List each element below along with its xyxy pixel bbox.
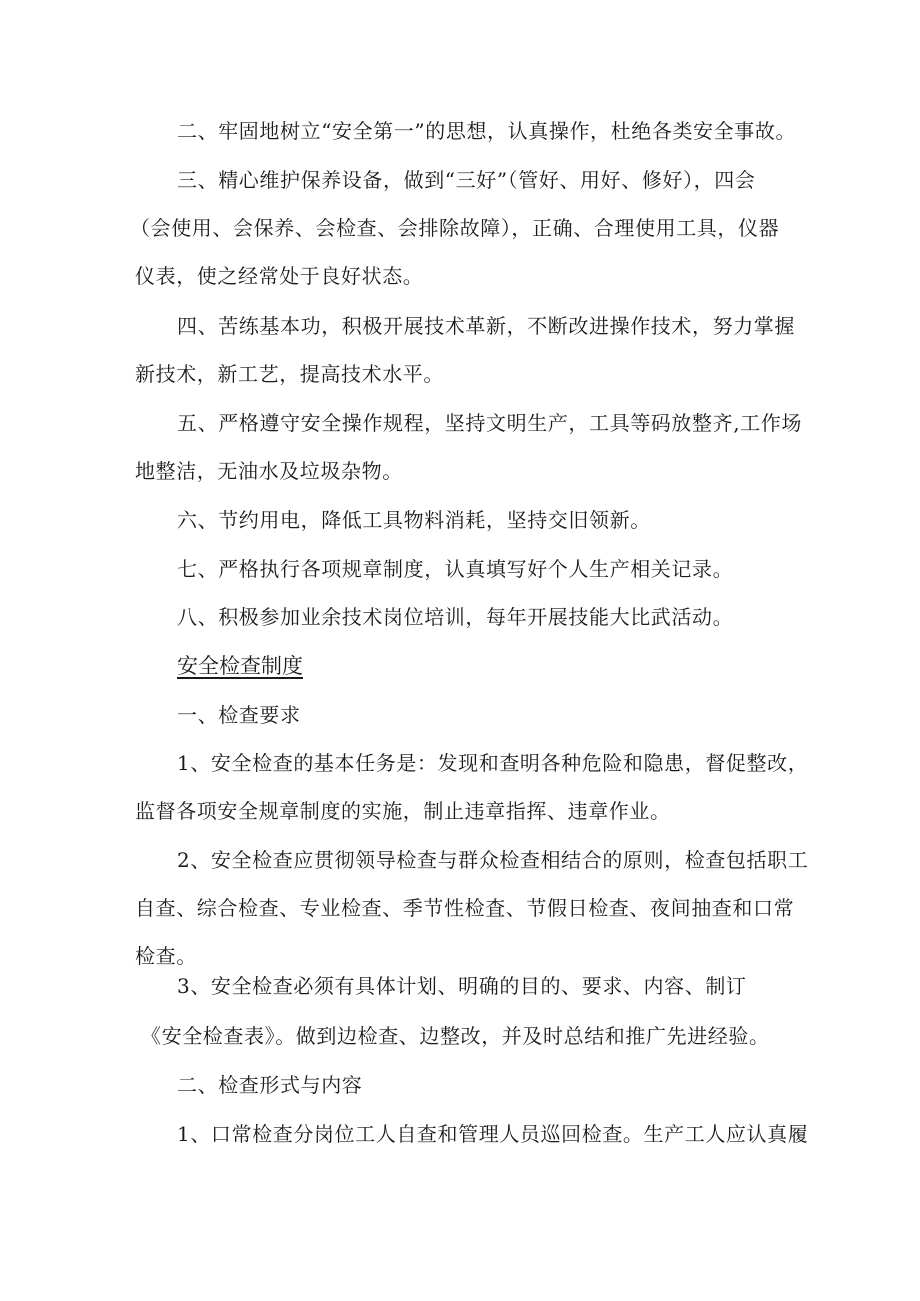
paragraph-line: （会使用、会保养、会检查、会排除故障），正确、合理使用工具，仪器 — [130, 216, 780, 240]
paragraph-line: 仪表，使之经常处于良好状态。 — [135, 264, 424, 288]
paragraph-line: 1、口常检查分岗位工人自查和管理人员巡回检查。生产工人应认真履 — [177, 1122, 809, 1146]
paragraph-line: 2、安全检查应贯彻领导检查与群众检查相结合的原则，检查包括职工 — [177, 848, 809, 872]
paragraph-line: 《安全检查表》。做到边检查、边整改，并及时总结和推广先进经验。 — [141, 1024, 770, 1048]
paragraph-line: 二、牢固地树立“安全第一”的思想，认真操作，杜绝各类安全事故。 — [177, 119, 797, 143]
paragraph-line: 四、苦练基本功，积极开展技术革新，不断改进操作技术，努力掌握 — [177, 314, 795, 338]
paragraph-line: 3、安全检查必须有具体计划、明确的目的、要求、内容、制订 — [177, 974, 747, 998]
paragraph-line: 五、严格遵守安全操作规程，坚持文明生产，工具等码放整齐,工作场 — [177, 411, 802, 435]
paragraph-line: 监督各项安全规章制度的实施，制止违章指挥、违章作业。 — [135, 799, 671, 823]
paragraph-line: 二、检查形式与内容 — [177, 1073, 363, 1097]
paragraph-line: 地整洁，无油水及垃圾杂物。 — [135, 459, 403, 483]
paragraph-line: 三、精心维护保养设备，做到“三好”（管好、用好、修好），四会 — [177, 168, 756, 192]
paragraph-line: 1、安全检查的基本任务是：发现和查明各种危险和隐患，督促整改， — [177, 751, 809, 775]
section-heading: 安全检查制度 — [177, 654, 303, 678]
paragraph-line: 检查。 — [135, 944, 197, 968]
paragraph-line: 六、节约用电，降低工具物料消耗，坚持交旧领新。 — [177, 508, 651, 532]
paragraph-line: 一、检查要求 — [177, 703, 301, 727]
paragraph-line: 八、积极参加业余技术岗位培训，每年开展技能大比武活动。 — [177, 605, 734, 629]
paragraph-line: 自查、综合检查、专业检查、季节性检査、节假日检查、夜间抽查和口常 — [135, 896, 795, 920]
paragraph-line: 新技术，新工艺，提高技术水平。 — [135, 362, 444, 386]
paragraph-line: 七、严格执行各项规章制度，认真填写好个人生产相关记录。 — [177, 557, 734, 581]
